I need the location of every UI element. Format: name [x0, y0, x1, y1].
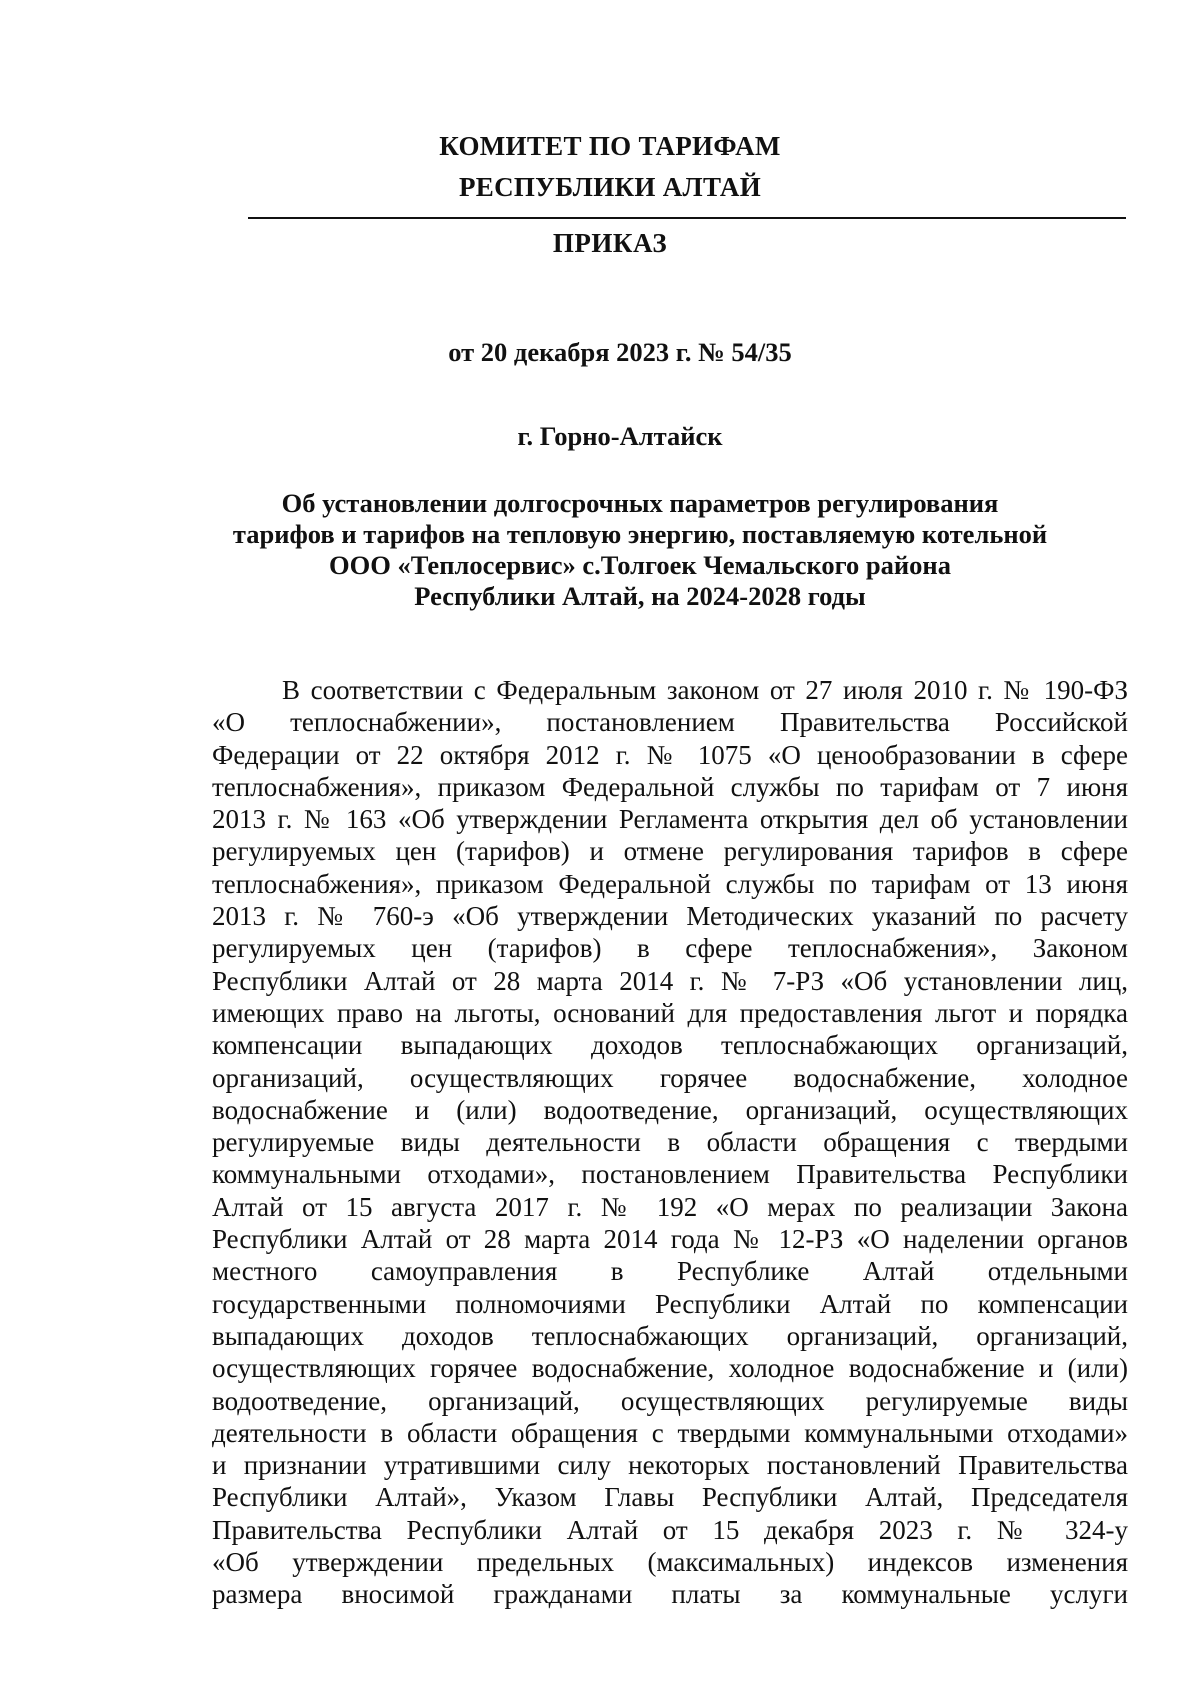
subject-line: тарифов и тарифов на тепловую энергию, поставляемую котельной: [232, 519, 1048, 549]
body-line: государственными полномочиями Республики Алтай по компенсации: [212, 1288, 1128, 1319]
body-line: Правительства Республики Алтай от 15 декабря 2023 г. № 324-у: [212, 1514, 1128, 1545]
body-line: регулируемые виды деятельности в области обращения с твердыми: [212, 1127, 1128, 1158]
body-line: деятельности в области обращения с твердыми коммунальными отходами»: [212, 1417, 1128, 1448]
body-line: теплоснабжения», приказом Федеральной службы по тарифам от 7 июня: [212, 771, 1128, 802]
body-line: «О теплоснабжении», постановлением Правительства Российской: [212, 707, 1128, 738]
body-line: коммунальными отходами», постановлением Правительства Республики: [212, 1159, 1128, 1190]
body-line: организаций, осуществляющих горячее водоснабжение, холодное: [212, 1062, 1128, 1093]
body-line: Республики Алтай», Указом Главы Республики Алтай, Председателя: [212, 1482, 1128, 1513]
body-line: осуществляющих горячее водоснабжение, холодное водоснабжение и (или): [212, 1353, 1128, 1384]
body-line: имеющих право на льготы, оснований для предоставления льгот и порядка: [212, 997, 1128, 1028]
body-line: местного самоуправления в Республике Алтай отдельными: [212, 1256, 1128, 1287]
subject-line: Об установлении долгосрочных параметров регулирования: [281, 488, 999, 518]
document-city: г. Горно-Алтайск: [517, 421, 723, 451]
body-line: водоснабжение и (или) водоотведение, организаций, осуществляющих: [212, 1094, 1128, 1125]
subject-line: Республики Алтай, на 2024-2028 годы: [414, 581, 866, 611]
subject-line: ООО «Теплосервис» с.Толгоек Чемальского района: [329, 550, 951, 580]
document-date-number: от 20 декабря 2023 г. № 54/35: [448, 337, 792, 367]
body-line: водоотведение, организаций, осуществляющих регулируемые виды: [212, 1385, 1128, 1416]
document-type: ПРИКАЗ: [552, 228, 668, 258]
header-divider: [248, 217, 1126, 219]
document-body: [212, 674, 1128, 1611]
body-line: В соответствии с Федеральным законом от 27 июля 2010 г. № 190-ФЗ: [282, 675, 1128, 705]
body-line: регулируемых цен (тарифов) и отмене регулирования тарифов в сфере: [212, 836, 1128, 867]
body-line: Республики Алтай от 28 марта 2014 г. № 7-РЗ «Об установлении лиц,: [212, 965, 1128, 996]
body-line: компенсации выпадающих доходов теплоснабжающих организаций,: [212, 1030, 1128, 1061]
body-line: Алтай от 15 августа 2017 г. № 192 «О мерах по реализации Закона: [212, 1191, 1128, 1222]
body-line: размера вносимой гражданами платы за коммунальные услуги: [212, 1579, 1128, 1610]
body-line: регулируемых цен (тарифов) в сфере теплоснабжения», Законом: [212, 933, 1128, 964]
org-name-line-2: РЕСПУБЛИКИ АЛТАЙ: [458, 172, 762, 202]
body-line: Федерации от 22 октября 2012 г. № 1075 «О ценообразовании в сфере: [212, 739, 1128, 770]
document-subject: [200, 488, 1080, 612]
body-line: теплоснабжения», приказом Федеральной службы по тарифам от 13 июня: [212, 868, 1128, 899]
body-line: «Об утверждении предельных (максимальных) индексов изменения: [212, 1547, 1128, 1578]
body-line: 2013 г. № 163 «Об утверждении Регламента открытия дел об установлении: [212, 804, 1128, 835]
body-line: выпадающих доходов теплоснабжающих организаций, организаций,: [212, 1320, 1128, 1351]
body-line: 2013 г. № 760-э «Об утверждении Методических указаний по расчету: [212, 901, 1128, 932]
org-name-line-1: КОМИТЕТ ПО ТАРИФАМ: [439, 131, 781, 161]
body-line: Республики Алтай от 28 марта 2014 года № 12-РЗ «О наделении органов: [212, 1224, 1128, 1255]
body-line: и признании утратившими силу некоторых постановлений Правительства: [212, 1450, 1128, 1481]
